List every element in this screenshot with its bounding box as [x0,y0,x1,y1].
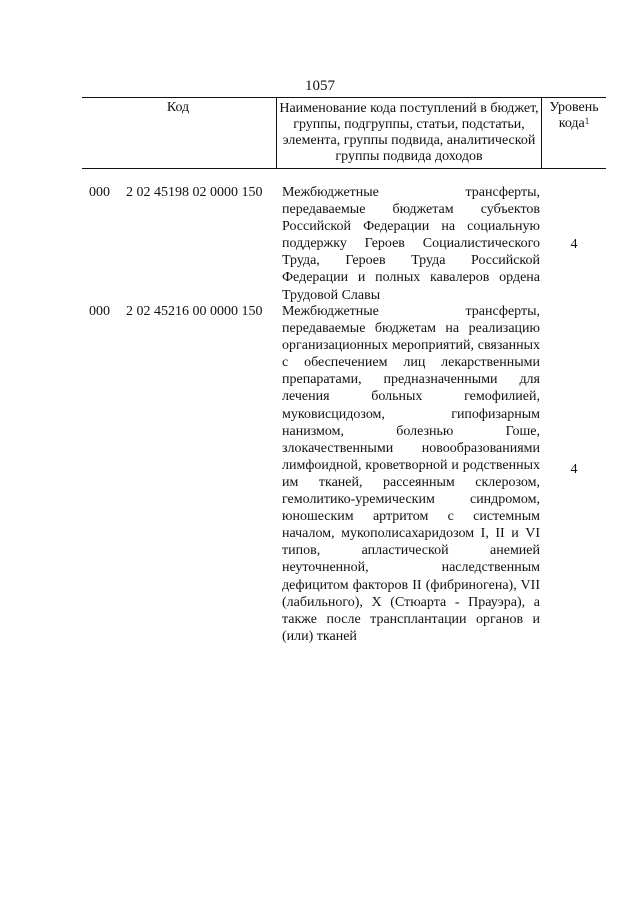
page-number: 1057 [305,78,335,94]
row-admin-code: 000 [89,185,110,200]
row-name: Межбюджетные трансферты, передаваемые бюджетам субъектов Российской Федерации на социальную поддержку Героев Социалистического Труда, Героев Труда Российской Федерации и полных кавалеров ордена Трудовой Славы [282,185,540,303]
header-name: Наименование кода поступлений в бюджет, группы, подгруппы, статьи, подстатьи, элемента, группы подвида, аналитической группы подвида доходов [279,101,539,164]
header-level-footnote: 1 [584,116,590,126]
header-divider [276,98,277,168]
row-name: Межбюджетные трансферты, передаваемые бюджетам на реализацию организационных мероприятий, связанных с обеспечением лиц лекарственными препаратами, предназначенными для лечения больных гемофилией, муковисцидозом, гипофизарным нанизмом, болезнью Гоше, злокачественными новообразованиями лимфоидной, кроветворной и родственных им тканей, рассеянным склерозом, гемолитико-уремическим синдромом, юношеским артритом с системным началом, мукополисахаридозом I, II и VI типов, апластической анемией неуточненной, наследственным дефицитом факторов II (фибриногена), VII (лабильного), X (Стюарта - Прауэра), а также после трансплантации органов и (или) тканей [282,304,540,644]
table-header [82,97,606,169]
row-revenue-code: 2 02 45198 02 0000 150 [126,185,263,200]
header-level [542,100,606,132]
row-level: 4 [570,462,578,477]
row-admin-code: 000 [89,304,110,319]
row-revenue-code: 2 02 45216 00 0000 150 [126,304,263,319]
row-level: 4 [570,237,578,252]
header-level-label: Уровень кода [549,100,599,131]
header-code: Код [166,100,190,115]
revenue-codes-table [82,97,606,644]
